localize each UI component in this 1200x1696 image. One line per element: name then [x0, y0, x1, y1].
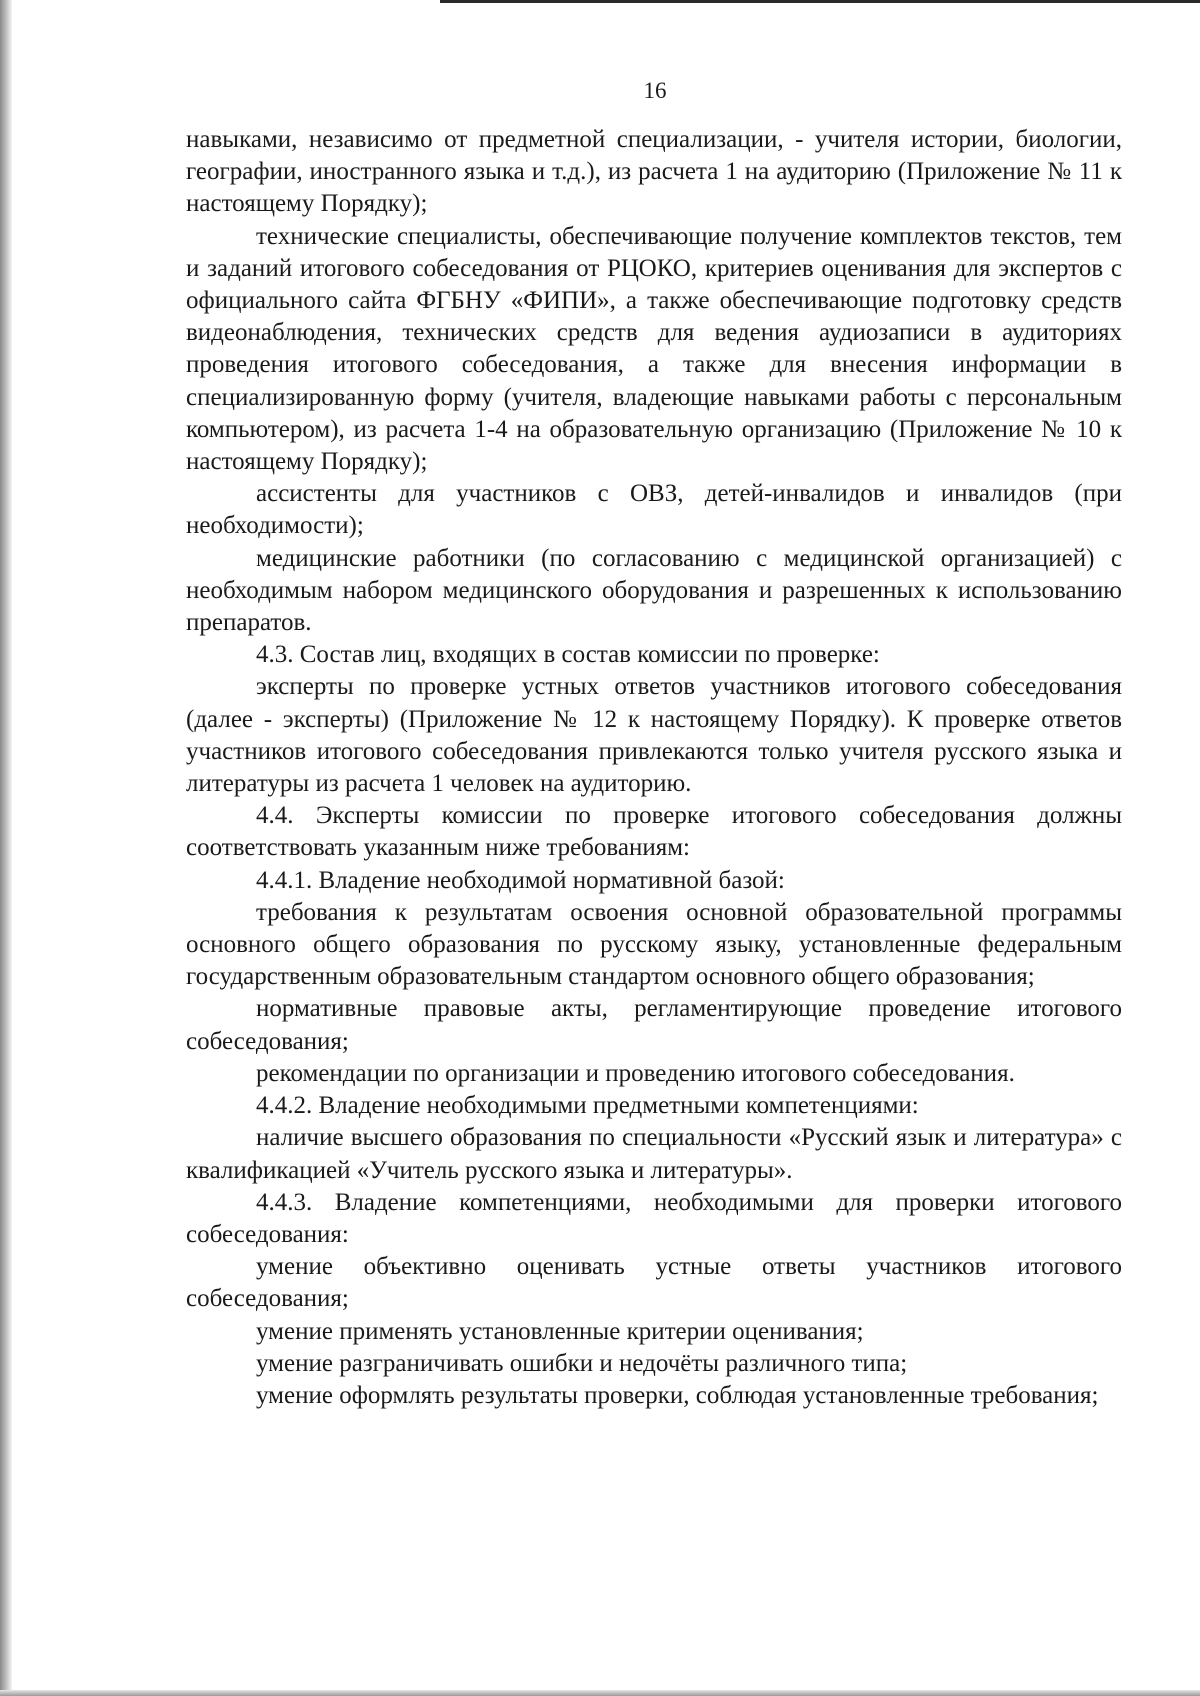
- page-number: 16: [643, 78, 667, 103]
- paragraph-medical-staff: медицинские работники (по согласованию с медицинской организацией) с необходимым набором медицинского оборудования и разрешенных к использованию препаратов.: [186, 544, 1122, 637]
- paragraph-experts: эксперты по проверке устных ответов участников итогового собеседования (далее - эксперты) (Приложение № 12 к настоящему Порядку). К проверке ответов участников итогового собеседования привлекаются только учителя русского языка и литературы из расчета 1 человек на аудиторию.: [186, 673, 1122, 798]
- scan-shadow-left: [0, 0, 12, 1696]
- paragraph-skill-errors: умение разграничивать ошибки и недочёты различного типа;: [256, 1349, 908, 1377]
- paragraph-assistants: ассистенты для участников с ОВЗ, детей-инвалидов и инвалидов (при необходимости);: [186, 480, 1122, 540]
- paragraph-normative-acts: нормативные правовые акты, регламентирующие проведение итогового собеседования;: [186, 995, 1122, 1055]
- paragraph-higher-education: наличие высшего образования по специальности «Русский язык и литература» с квалификацией «Учитель русского языка и литературы».: [186, 1124, 1122, 1184]
- paragraph-recommendations: рекомендации по организации и проведению итогового собеседования.: [256, 1059, 1015, 1087]
- paragraph-section-4-4-2: 4.4.2. Владение необходимыми предметными компетенциями:: [256, 1092, 919, 1120]
- paragraph-technical-specialists: технические специалисты, обеспечивающие получение комплектов текстов, тем и заданий итогового собеседования от РЦОКО, критериев оценивания для экспертов с официального сайта ФГБНУ «ФИПИ», а также обеспечивающие подготовку средств видеонаблюдения, технических средств для ведения аудиозаписи в аудиториях проведения итогового собеседования, а также для внесения информации в специализированную форму (учителя, владеющие навыками работы с персональным компьютером), из расчета 1-4 на образовательную организацию (Приложение № 10 к настоящему Порядку);: [186, 222, 1122, 476]
- paragraph-requirements-results: требования к результатам освоения основной образовательной программы основного общего образования по русскому языку, установленные федеральным государственным образовательным стандартом основного общего образования;: [186, 898, 1122, 991]
- scan-edge-top: [440, 0, 1200, 3]
- paragraph-skill-evaluate: умение объективно оценивать устные ответы участников итогового собеседования;: [186, 1253, 1122, 1313]
- paragraph-section-4-4: 4.4. Эксперты комиссии по проверке итогового собеседования должны соответствовать указанным ниже требованиям:: [186, 802, 1122, 862]
- paragraph-continuation: навыками, независимо от предметной специализации, - учителя истории, биологии, географии, иностранного языка и т.д.), из расчета 1 на аудиторию (Приложение № 11 к настоящему Порядку);: [186, 126, 1122, 218]
- paragraph-section-4-4-3: 4.4.3. Владение компетенциями, необходимыми для проверки итогового собеседования:: [186, 1188, 1122, 1248]
- scan-edge-bottom: [0, 1690, 1200, 1696]
- paragraph-section-4-3: 4.3. Состав лиц, входящих в состав комиссии по проверке:: [256, 641, 880, 669]
- paragraph-section-4-4-1: 4.4.1. Владение необходимой нормативной базой:: [256, 866, 785, 894]
- document-body: [186, 124, 1122, 1412]
- paragraph-skill-criteria: умение применять установленные критерии оценивания;: [256, 1317, 864, 1345]
- paragraph-skill-format: умение оформлять результаты проверки, соблюдая установленные требования;: [256, 1381, 1099, 1409]
